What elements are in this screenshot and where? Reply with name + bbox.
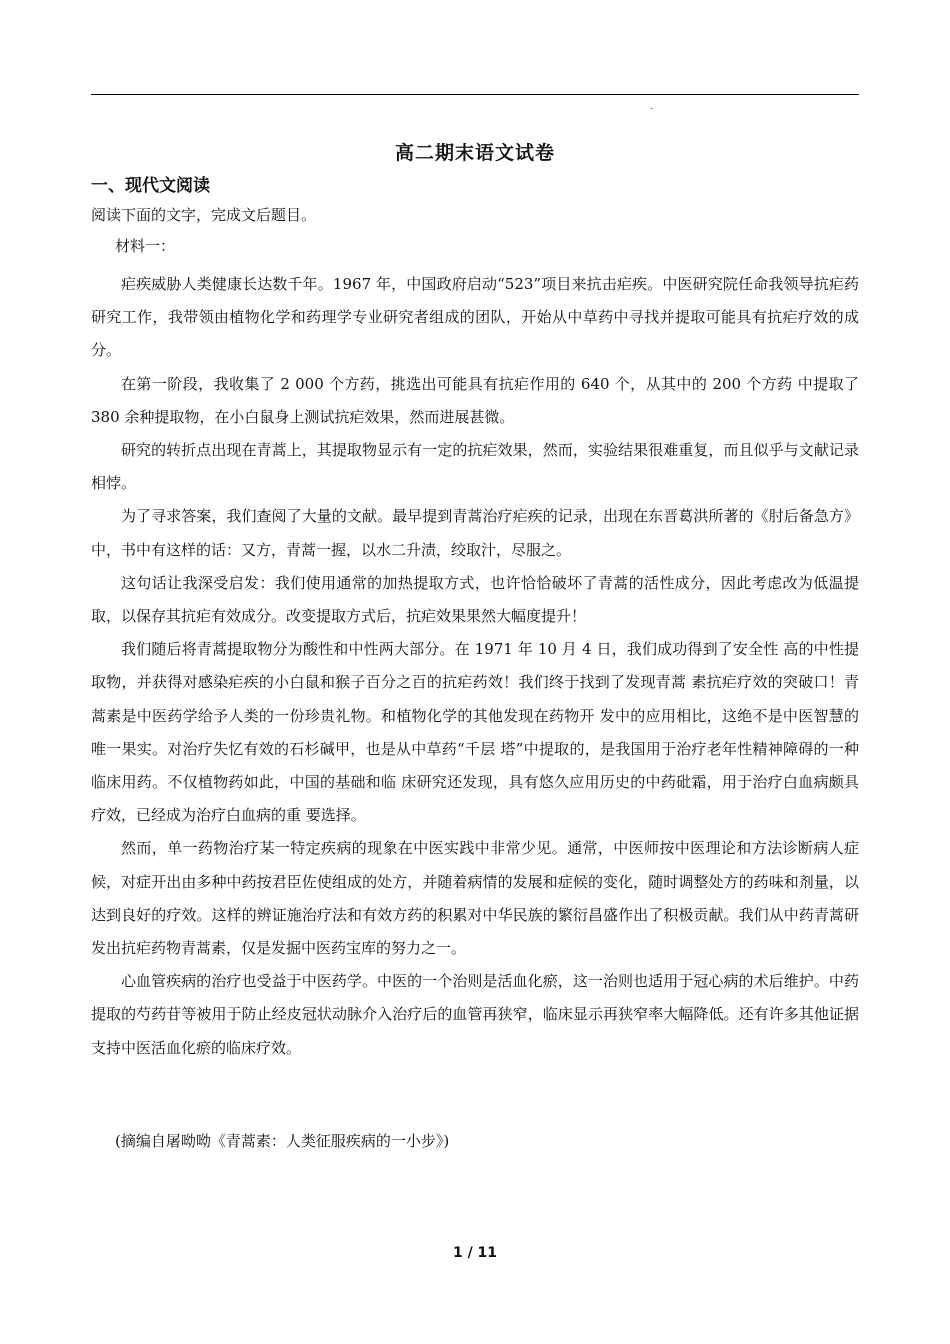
article-paragraph: 我们随后将青蒿提取物分为酸性和中性两大部分。在 1971 年 10 月 4 日，我们成功得到了安全性 高的中性提取物，并获得对感染疟疾的小白鼠和猴子百分之百的抗疟药效！我们终于找到了发现青蒿 素抗疟疗效的突破口！青蒿素是中医药学给予人类的一份珍贵礼物。和植物化学的其他发现在药物开 发中的应用相比，这绝不是中医智慧的唯一果实。对治疗失忆有效的石杉碱甲，也是从中草药“千层 塔”中提取的，是我国用于治疗老年性精神障碍的一种临床用药。不仅植物药如此，中国的基础和临 床研究还发现，具有悠久应用历史的中药砒霜，用于治疗白血病颇具疗效，已经成为治疗白血病的重 要选择。 bbox=[91, 640, 859, 825]
page-number: 1 / 11 bbox=[452, 1245, 498, 1261]
article-paragraph: 疟疾威胁人类健康长达数千年。1967 年，中国政府启动“523”项目来抗击疟疾。中医研究院任命我领导抗疟药研究工作，我带领由植物化学和药理学专业研究者组成的团队，开始从中草药中寻找并提取可能具有抗疟疗效的成分。 bbox=[91, 275, 859, 360]
article-paragraph: 心血管疾病的治疗也受益于中医药学。中医的一个治则是活血化瘀，这一治则也适用于冠心病的术后维护。中药提取的芍药苷等被用于防止经皮冠状动脉介入治疗后的血管再狭窄，临床显示再狭窄率大幅降低。还有许多其他证据支持中医活血化瘀的临床疗效。 bbox=[91, 972, 859, 1057]
article-paragraph: 这句话让我深受启发：我们使用通常的加热提取方式，也许恰恰破坏了青蒿的活性成分，因此考虑改为低温提取，以保存其抗疟有效成分。改变提取方式后，抗疟效果果然大幅度提升！ bbox=[91, 573, 859, 626]
header-rule bbox=[91, 94, 859, 95]
article-source: (摘编自屠呦呦《青蒿素：人类征服疾病的一小步》) bbox=[115, 1132, 450, 1150]
reading-instruction: 阅读下面的文字，完成文后题目。 bbox=[91, 206, 317, 224]
section-heading: 一、现代文阅读 bbox=[91, 176, 210, 196]
article-paragraph: 在第一阶段，我收集了 2 000 个方药，挑选出可能具有抗疟作用的 640 个，从其中的 200 个方药 中提取了 380 余种提取物，在小白鼠身上测试抗疟效果，然而进展甚微。 bbox=[91, 374, 859, 426]
article-paragraph: 然而，单一药物治疗某一特定疾病的现象在中医实践中非常少见。通常，中医师按中医理论和方法诊断病人症候，对症开出由多种中药按君臣佐使组成的处方，并随着病情的发展和症候的变化，随时调整处方的药味和剂量，以达到良好的疗效。这样的辨证施治疗法和有效方药的积累对中华民族的繁衍昌盛作出了积极贡献。我们从中药青蒿研发出抗疟药物青蒿素，仅是发掘中医药宝库的努力之一。 bbox=[91, 839, 859, 958]
article-body bbox=[91, 268, 859, 1065]
header-mark: - bbox=[650, 104, 654, 114]
material-label: 材料一： bbox=[115, 237, 176, 255]
article-paragraph: 为了寻求答案，我们查阅了大量的文献。最早提到青蒿治疗疟疾的记录，出现在东晋葛洪所著的《肘后备急方》中，书中有这样的话：又方，青蒿一握，以水二升渍，绞取汁，尽服之。 bbox=[91, 507, 859, 559]
article-paragraph: 研究的转折点出现在青蒿上，其提取物显示有一定的抗疟效果，然而，实验结果很难重复，而且似乎与文献记录相悖。 bbox=[91, 441, 859, 493]
page-title: 高二期末语文试卷 bbox=[394, 142, 555, 164]
